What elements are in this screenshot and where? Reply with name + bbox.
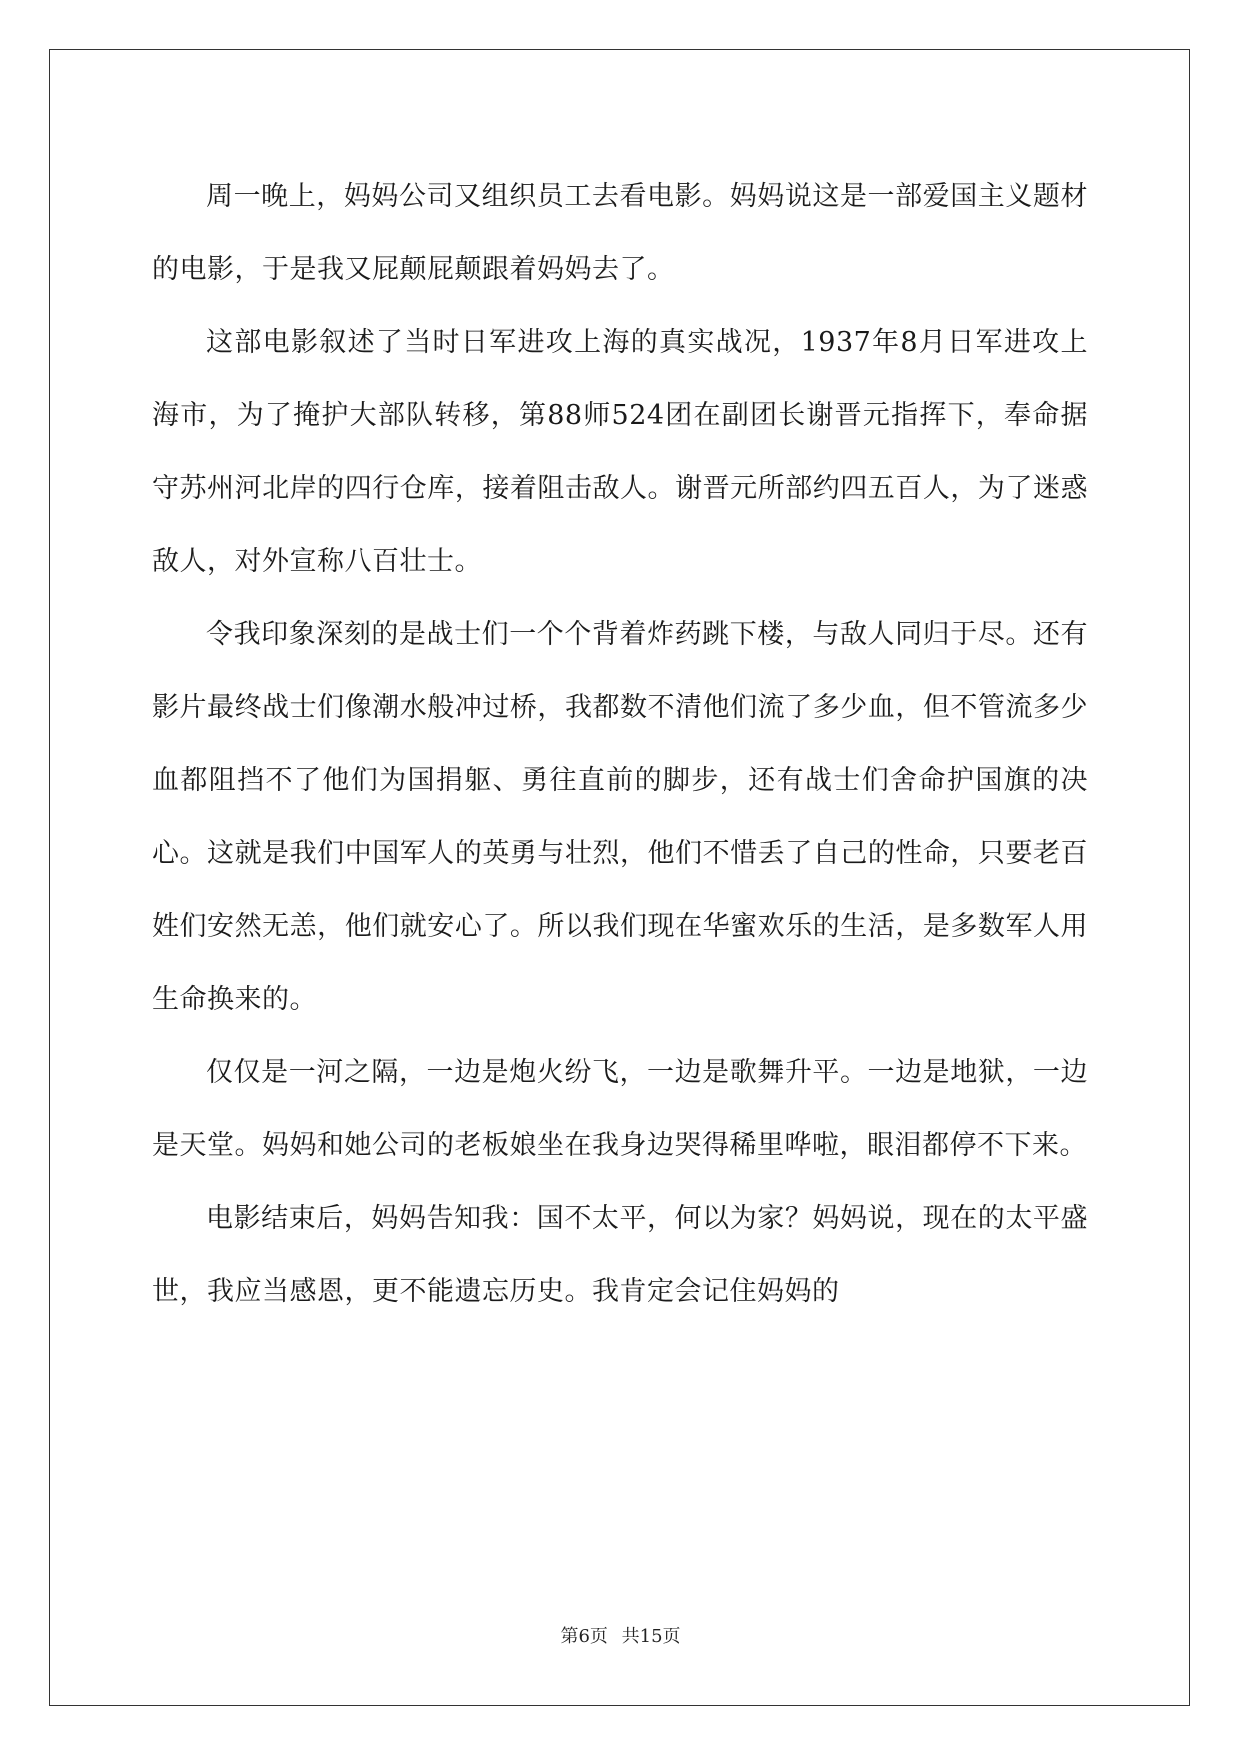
paragraph-5: 电影结束后，妈妈告知我：国不太平，何以为家？妈妈说，现在的太平盛世，我应当感恩，更不能遗忘历史。我肯定会记住妈妈的 — [152, 1203, 1088, 1307]
paragraph-4: 仅仅是一河之隔，一边是炮火纷飞，一边是歌舞升平。一边是地狱，一边是天堂。妈妈和她公司的老板娘坐在我身边哭得稀里哗啦，眼泪都停不下来。 — [152, 1057, 1088, 1161]
page-footer — [0, 1622, 1241, 1648]
paragraph-3: 令我印象深刻的是战士们一个个背着炸药跳下楼，与敌人同归于尽。还有影片最终战士们像潮水般冲过桥，我都数不清他们流了多少血，但不管流多少血都阻挡不了他们为国捐躯、勇往直前的脚步，还有战士们舍命护国旗的决心。这就是我们中国军人的英勇与壮烈，他们不惜丢了自己的性命，只要老百姓们安然无恙，他们就安心了。所以我们现在华蜜欢乐的生活，是多数军人用生命换来的。 — [152, 619, 1088, 1015]
total-page-count: 共15页 — [621, 1626, 681, 1647]
current-page-number: 第6页 — [560, 1626, 608, 1647]
paragraph-2: 这部电影叙述了当时日军进攻上海的真实战况，1937年8月日军进攻上海市，为了掩护大部队转移，第88师524团在副团长谢晋元指挥下，奉命据守苏州河北岸的四行仓库，接着阻击敌人。谢晋元所部约四五百人，为了迷惑敌人，对外宣称八百壮士。 — [152, 327, 1088, 577]
document-body — [152, 160, 1088, 1328]
paragraph-1: 周一晚上，妈妈公司又组织员工去看电影。妈妈说这是一部爱国主义题材的电影，于是我又屁颠屁颠跟着妈妈去了。 — [152, 181, 1088, 285]
